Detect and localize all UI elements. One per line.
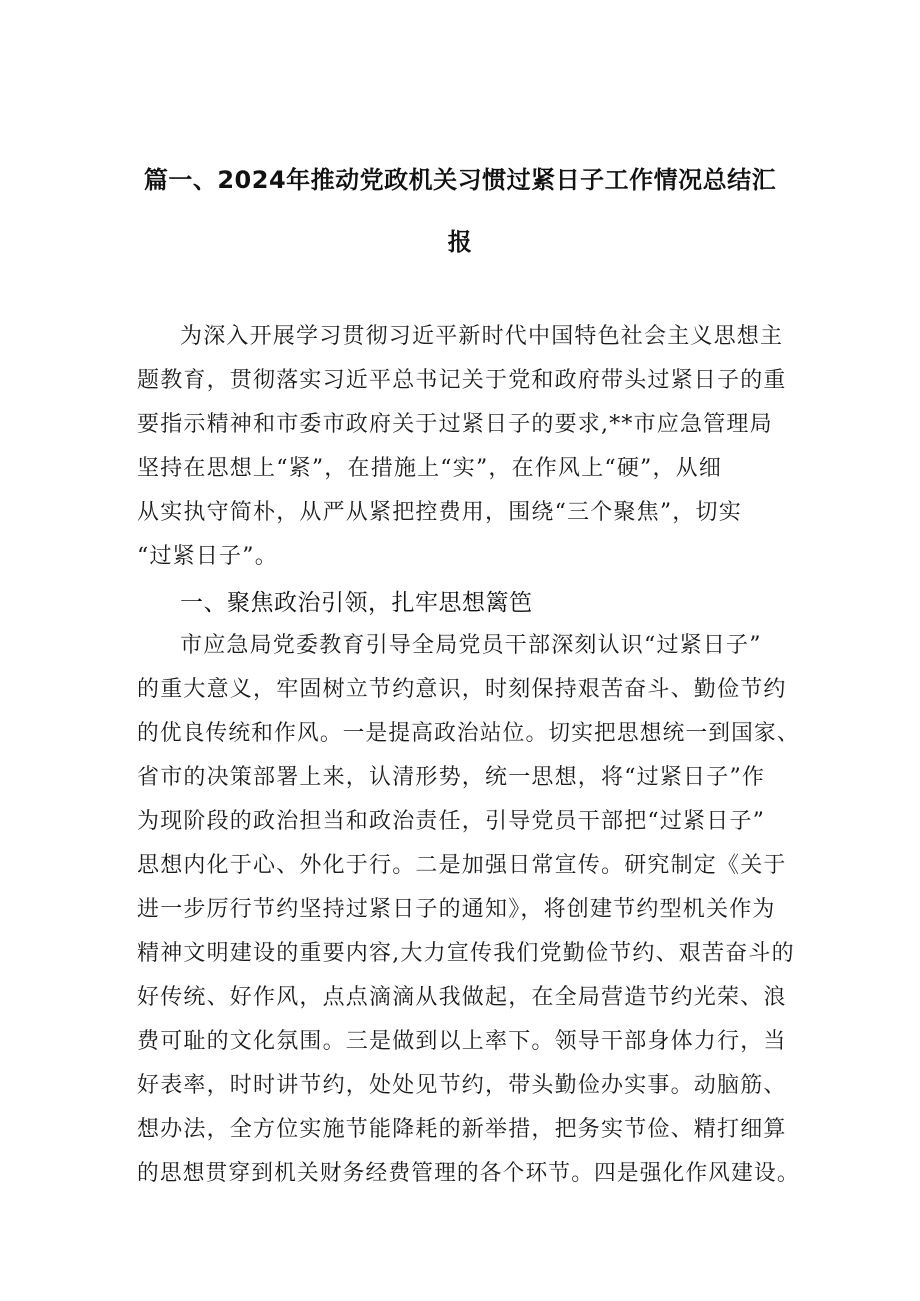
intro-paragraph-line: 从实执守简朴，从严从紧把控费用，围绕“三个聚焦”，切实	[137, 500, 742, 525]
intro-paragraph-line: “过紧日子”。	[137, 544, 278, 569]
section-paragraph-line: 好表率，时时讲节约，处处见节约，带头勤俭办实事。动脑筋、	[137, 1073, 787, 1098]
section-paragraph-line: 市应急局党委教育引导全局党员干部深刻认识“过紧日子”	[180, 633, 762, 658]
section-paragraph-line: 的重大意义，牢固树立节约意识，时刻保持艰苦奋斗、勤俭节约	[137, 677, 787, 702]
document-title-line-1: 篇一、2024年推动党政机关习惯过紧日子工作情况总结汇	[143, 166, 777, 194]
section-paragraph-line: 为现阶段的政治担当和政治责任，引导党员干部把“过紧日子”	[137, 809, 766, 834]
document-title-line-2: 报	[447, 228, 473, 256]
section-paragraph-line: 的优良传统和作风。一是提高政治站位。切实把思想统一到国家、	[137, 721, 800, 746]
intro-paragraph-line: 题教育，贯彻落实习近平总书记关于党和政府带头过紧日子的重	[137, 368, 787, 393]
section-paragraph-line: 好传统、好作风，点点滴滴从我做起，在全局营造节约光荣、浪	[137, 985, 787, 1010]
section-paragraph-line: 费可耻的文化氛围。三是做到以上率下。领导干部身体力行，当	[137, 1029, 787, 1054]
section-paragraph-line: 进一步厉行节约坚持过紧日子的通知》，将创建节约型机关作为	[137, 897, 776, 922]
intro-paragraph-line: 要指示精神和市委市政府关于过紧日子的要求,**市应急管理局	[137, 412, 773, 437]
intro-paragraph-line: 坚持在思想上“紧”，在措施上“实”，在作风上“硬”，从细	[137, 456, 723, 481]
section-paragraph-line: 省市的决策部署上来，认清形势，统一思想，将“过紧日子”作	[137, 765, 766, 790]
section-paragraph-line: 的思想贯穿到机关财务经费管理的各个环节。四是强化作风建设。	[137, 1161, 800, 1186]
section-paragraph-line: 精神文明建设的重要内容,大力宣传我们党勤俭节约、艰苦奋斗的	[137, 941, 795, 966]
intro-paragraph-line: 为深入开展学习贯彻习近平新时代中国特色社会主义思想主	[180, 324, 784, 349]
section-heading: 一、聚焦政治引领，扎牢思想篱笆	[180, 590, 533, 616]
section-paragraph-line: 思想内化于心、外化于行。二是加强日常宣传。研究制定《关于	[137, 853, 787, 878]
section-paragraph-line: 想办法，全方位实施节能降耗的新举措，把务实节俭、精打细算	[137, 1117, 787, 1142]
